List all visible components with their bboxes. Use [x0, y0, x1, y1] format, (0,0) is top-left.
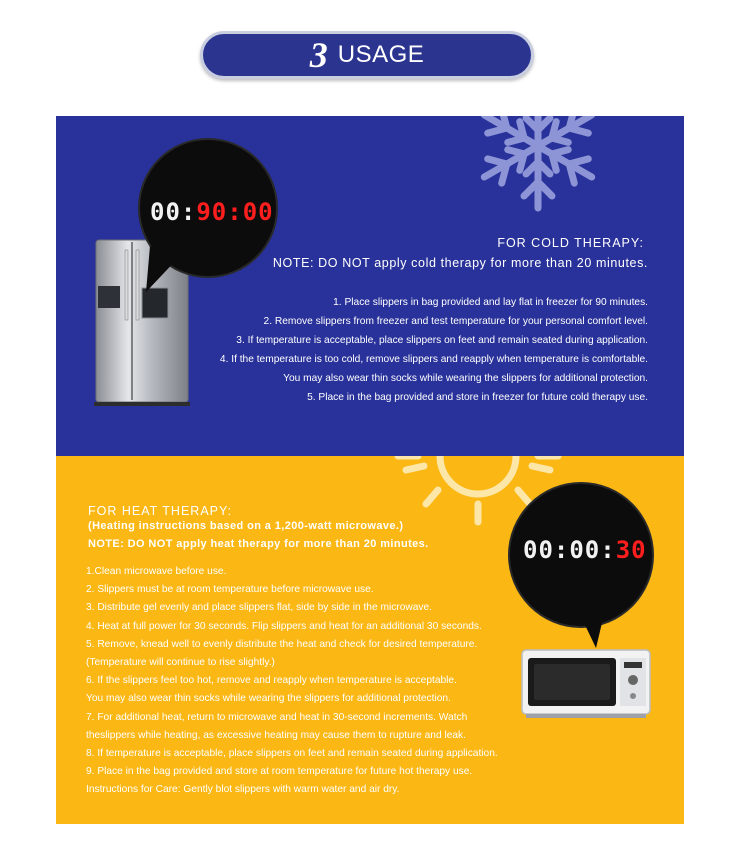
- list-item: 3. Distribute gel evenly and place slippers flat, side by side in the microwave.: [86, 602, 432, 614]
- list-item: 3. If temperature is acceptable, place slippers on feet and remain seated during application.: [236, 335, 648, 346]
- list-item: You may also wear thin socks while wearing the slippers for additional protection.: [86, 693, 451, 705]
- list-item: 1.Clean microwave before use.: [86, 566, 227, 577]
- cold-timer-display: [150, 198, 274, 226]
- list-item: 6. If the slippers feel too hot, remove and reapply when temperature is acceptable.: [86, 675, 457, 687]
- list-item: Instructions for Care: Gently blot slippers with warm water and air dry.: [86, 784, 400, 796]
- cold-therapy-steps: [220, 293, 648, 407]
- list-item: 7. For additional heat, return to microwave and heat in 30-second increments. Watch: [86, 711, 468, 723]
- bubble-tail: [572, 606, 612, 650]
- list-item: 4. Heat at full power for 30 seconds. Flip slippers and heat for an additional 30 seconds.: [86, 620, 482, 632]
- cold-therapy-note: NOTE: DO NOT apply cold therapy for more than 20 minutes.: [272, 256, 648, 270]
- heat-therapy-note: NOTE: DO NOT apply heat therapy for more than 20 minutes.: [88, 538, 429, 550]
- cold-therapy-panel: [56, 116, 684, 456]
- bubble-tail: [144, 246, 184, 296]
- heat-timer-digits-red: 30: [615, 536, 647, 564]
- heat-therapy-subheading: (Heating instructions based on a 1,200-watt microwave.): [88, 520, 404, 532]
- list-item: 2. Slippers must be at room temperature before microwave use.: [86, 584, 374, 596]
- snowflake-icon: [460, 116, 620, 216]
- list-item: 4. If the temperature is too cold, remove slippers and reapply when temperature is comfortable.: [219, 354, 648, 365]
- list-item: (Temperature will continue to rise slightly.): [86, 657, 275, 669]
- list-item: 8. If temperature is acceptable, place slippers on feet and remain seated during application.: [86, 748, 498, 760]
- section-title-pill: [200, 31, 534, 79]
- cold-therapy-heading: FOR COLD THERAPY:: [497, 236, 644, 250]
- microwave-icon: [520, 646, 652, 722]
- list-item: 5. Place in the bag provided and store in freezer for future cold therapy use.: [307, 392, 648, 403]
- section-title: USAGE: [337, 41, 425, 68]
- heat-timer-digits-white: 00:00:: [523, 536, 616, 564]
- list-item: theslippers while heating, as excessive heating may cause them to rupture and leak.: [86, 729, 466, 741]
- cold-timer-digits-white: 00:: [150, 198, 197, 226]
- heat-therapy-heading: FOR HEAT THERAPY:: [88, 504, 233, 518]
- section-number: 3: [309, 35, 328, 75]
- list-item: You may also wear thin socks while wearing the slippers for additional protection.: [283, 373, 648, 384]
- cold-timer-digits-red: 90:00: [196, 198, 274, 226]
- list-item: 9. Place in the bag provided and store at room temperature for future hot therapy use.: [86, 766, 473, 778]
- heat-timer-display: [523, 536, 647, 564]
- list-item: 1. Place slippers in bag provided and lay flat in freezer for 90 minutes.: [333, 297, 648, 308]
- list-item: 2. Remove slippers from freezer and test temperature for your personal comfort level.: [263, 316, 648, 327]
- heat-therapy-steps: [86, 563, 498, 800]
- list-item: 5. Remove, knead well to evenly distribute the heat and check for desired temperature.: [86, 638, 478, 650]
- heat-therapy-panel: [56, 456, 684, 824]
